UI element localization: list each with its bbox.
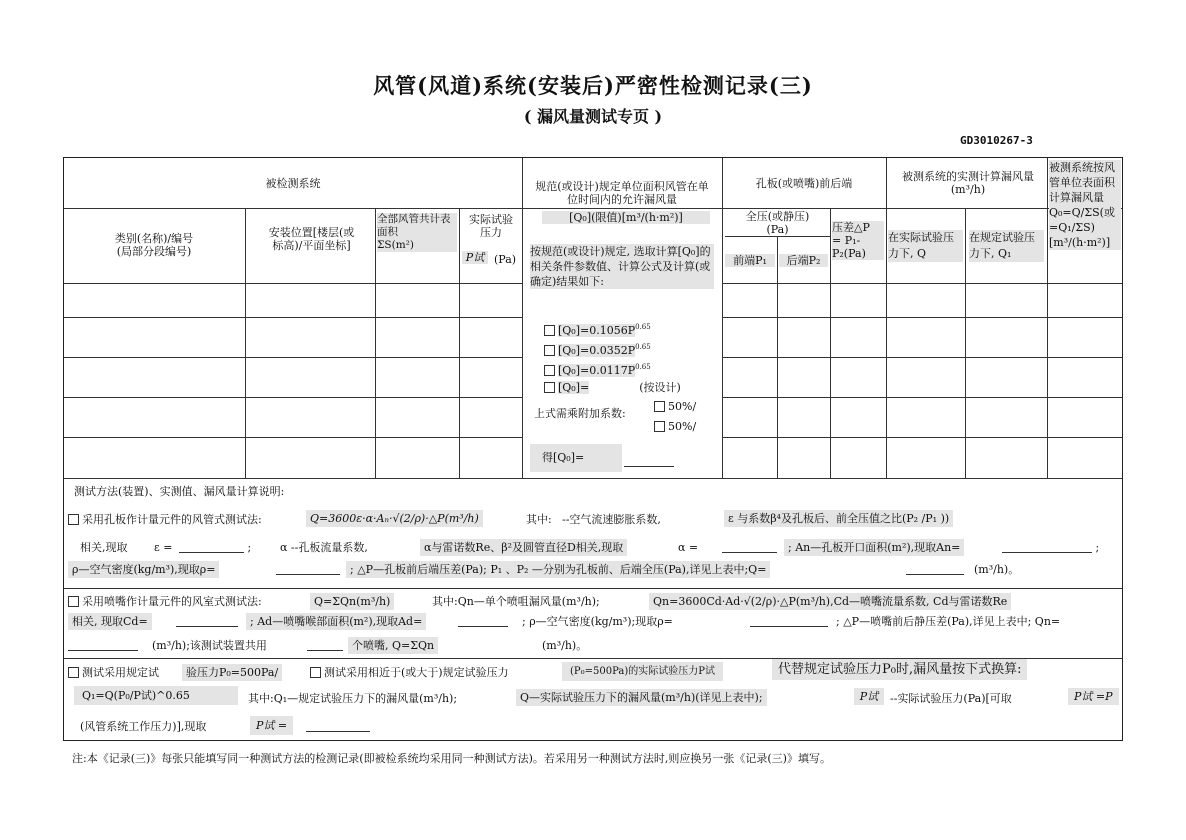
col-rule: 在规定试验压力下, Q₁ xyxy=(969,230,1044,262)
checkbox-conv-near[interactable] xyxy=(310,667,321,678)
conv-m: P试 = xyxy=(250,716,293,735)
eps-field[interactable] xyxy=(179,541,244,553)
an-field[interactable] xyxy=(1002,541,1092,553)
conv-j: --实际试验压力(Pa)[可取 xyxy=(890,692,1012,705)
nozzle-l3b: 个喷嘴, Q=ΣQn xyxy=(348,637,438,654)
method-title: 测试方法(装置)、实测值、漏风量计算说明: xyxy=(74,485,285,498)
conv-k: P试 =P xyxy=(1068,688,1119,705)
form-code: GD3010267-3 xyxy=(960,134,1033,147)
footer-note: 注:本《记录(三)》每张只能填写同一种测试方法的检测记录(即被检系统均采用同一种测试方法)。若采用另一种测试方法时,则应换另一张《记录(三)》填写。 xyxy=(72,752,831,765)
spec-option-2-label: [Q₀]=0.0352P xyxy=(558,343,636,357)
col-location: 安装位置[楼层(或标高)/平面坐标] xyxy=(268,226,355,252)
checkbox-option-2[interactable] xyxy=(544,345,555,356)
p-test-field[interactable] xyxy=(306,720,370,732)
col-unit: 被测系统按风管单位表面积计算漏风量Q₀=Q/ΣS(或=Q₁/ΣS)[m³/(h·m²)] xyxy=(1049,160,1121,250)
spec-option-3[interactable] xyxy=(544,361,651,377)
spec-option-4[interactable] xyxy=(544,381,681,394)
col-actual: 在实际试验压力下, Q xyxy=(888,230,963,262)
nozzle-count-field[interactable] xyxy=(307,639,343,651)
nozzle-l2a: 相关, 现取Cd= xyxy=(68,613,152,630)
checkbox-option-3[interactable] xyxy=(544,365,555,376)
spec-exp-1: 0.65 xyxy=(635,323,651,331)
checkbox-orifice[interactable] xyxy=(68,514,79,525)
col-measured: 被测系统的实测计算漏风量(m³/h) xyxy=(902,170,1034,196)
spec-exp-3: 0.65 xyxy=(635,363,651,371)
col-pressure-c: (Pa) xyxy=(494,253,517,266)
page-title: 风管(风道)系统(安装后)严密性检测记录(三) xyxy=(373,73,813,98)
checkbox-option-1[interactable] xyxy=(544,325,555,336)
orifice-eps-detail: ε 与系数β⁴及孔板后、前全压值之比(P₂ /P₁ )) xyxy=(724,510,953,527)
col-category: 类别(名称)/编号 (局部分段编号) xyxy=(114,232,194,258)
spec-option-4-note: (按设计) xyxy=(639,381,681,394)
orifice-l2e: α = xyxy=(678,541,699,554)
spec-exp-2: 0.65 xyxy=(635,343,651,351)
nozzle-l2c: ; ρ—空气密度(kg/m³);现取ρ= xyxy=(522,615,673,628)
nozzle-title: 采用喷嘴作计量元件的风室式测试法: xyxy=(82,595,262,608)
conv-c: 测试采用相近于(或大于)规定试验压力 xyxy=(324,666,509,679)
col-total-pressure: 全压(或静压) (Pa) xyxy=(745,210,810,236)
nozzle-l2b: ; Ad—喷嘴喉部面积(m²),现取Ad= xyxy=(246,613,426,630)
conv-i: P试 xyxy=(854,688,884,705)
spec-description: 按规范(或设计)规定, 选取计算[Q₀]的相关条件参数值、计算公式及计算(或确定)结果如下: xyxy=(530,244,714,289)
conv-e: 代替规定试验压力P₀时,漏风量按下式换算: xyxy=(772,659,1027,680)
nozzle-formula: Q=ΣQn(m³/h) xyxy=(310,593,394,610)
alpha-field[interactable] xyxy=(722,541,777,553)
orifice-l2f: ; An—孔板开口面积(m²),现取An= xyxy=(784,539,964,556)
orifice-l3c: (m³/h)。 xyxy=(974,563,1020,576)
nozzle-method[interactable] xyxy=(68,595,262,608)
col-front: 前端P₁ xyxy=(725,254,775,267)
nozzle-rho-field[interactable] xyxy=(750,615,828,627)
orifice-l3a: ρ—空气密度(kg/m³),现取ρ= xyxy=(68,561,219,578)
conv-b: 验压力P₀=500Pa/ xyxy=(182,664,282,681)
spec-add-2[interactable] xyxy=(654,420,696,433)
conv-near[interactable] xyxy=(310,666,509,679)
spec-add-1-label: 50%/ xyxy=(668,400,697,413)
conv-a: 测试采用规定试 xyxy=(82,666,159,679)
conv-l: (风管系统工作压力)],现取 xyxy=(80,720,207,733)
page-subtitle: ( 漏风量测试专页 ) xyxy=(523,107,663,126)
orifice-l2a: 相关,现取 xyxy=(80,541,128,554)
orifice-l2b: ε = xyxy=(154,541,173,554)
checkbox-nozzle[interactable] xyxy=(68,596,79,607)
nozzle-l2d: ; △P—喷嘴前后静压差(Pa),详见上表中; Qn= xyxy=(836,615,1061,628)
orifice-l3b: ; △P—孔板前后端压差(Pa); P₁ 、P₂ —分别为孔板前、后端全压(Pa),详见上表中;Q= xyxy=(346,561,770,578)
orifice-formula: Q=3600ε·α·Aₙ·√(2/ρ)·△P(m³/h) xyxy=(306,510,483,527)
col-pressure-a: 实际试验压力 xyxy=(469,213,513,239)
qn-field[interactable] xyxy=(68,639,138,651)
nozzle-where: 其中:Qn—单个喷咀漏风量(m³/h); xyxy=(432,595,600,608)
spec-result-field[interactable] xyxy=(624,455,674,467)
checkbox-add-2[interactable] xyxy=(654,421,665,432)
checkbox-option-4[interactable] xyxy=(544,382,555,393)
conv-rule[interactable] xyxy=(68,666,159,679)
nozzle-formula-2: Qn=3600Cd·Ad·√(2/ρ)·△P(m³/h),Cd—喷嘴流量系数, Cd与雷诺数Re xyxy=(649,593,1011,610)
conv-d: (P₀=500Pa)的实际试验压力P试 xyxy=(562,662,723,681)
q-orifice-field[interactable] xyxy=(906,563,964,575)
nozzle-l3c: (m³/h)。 xyxy=(542,639,588,652)
cd-field[interactable] xyxy=(176,615,238,627)
conv-formula: Q₁=Q(P₀/P试)^0.65 xyxy=(74,686,238,705)
col-rear: 后端P₂ xyxy=(779,254,828,267)
spec-option-3-label: [Q₀]=0.0117P xyxy=(558,363,636,377)
rho-field[interactable] xyxy=(276,563,340,575)
orifice-title: 采用孔板作计量元件的风管式测试法: xyxy=(82,513,262,526)
conv-g: 其中:Q₁—规定试验压力下的漏风量(m³/h); xyxy=(248,692,458,705)
record-table: 被检测系统 类别(名称)/编号 (局部分段编号) 安装位置[楼层(或标高)/平面坐标] 全部风管共计表面积 ΣS(m²) 实际试验压力 P试 (Pa) 规范(或设计)规定单位面积风管在单位时间内的允许漏风量 [Q₀](限值)[m³/(h·m²)] 按规范(或设计)规定, 选取计算[Q₀]的相关条件参数值、计算公式及计算(或确定)结果如下: $[Q_0]=0.1056P^{0.65}$ $[Q_0]=0.0352P^{0.65}$ $[Q_0]=0.0117P^{0.65}$ [Q₀]= (按设计) 上式需乘附加系数: 50%/ 50%/ 得[Q₀]= 孔板(或喷嘴)前后端 全压(或静压) (Pa) 前端P₁ 后端P₂ 压差△P = P₁-P₂(Pa) 被测系统的实测计算漏风量(m³/h) 在实际试验压力下, Q 在规定试验压力下, Q₁ 被测系统按风管单位表面积计算漏风量Q₀=Q/ΣS(或=Q₁/ΣS)[m³/(h·m²)] 测试方法(装置)、实测值、漏风量计算说明: 采用孔板作计量元件的风管式测试法: Q=3600ε·α·Aₙ·√(2/ρ)·△P(m³/h) 其中: --空气流速膨胀系数, ε 与系数β⁴及孔板后、前全压值之比(P₂ /P₁ )) 相关,现取 ε = ; α --孔板流量系数, α与雷诺数Re、β²及圆管直径D相关,现取 α = ; An—孔板开口面积(m²),现取An= ; ρ—空气密度(kg/m³),现取ρ= ; △P—孔板前后端压差(Pa); P₁ 、P₂ —分别为孔板前、后端全压(Pa),详见上表中;Q= (m³/h)。 采用喷嘴作计量元件的风室式测试法: Q=ΣQn(m³/h) 其中:Qn—单个喷咀漏风量(m³/h); Qn=3600Cd·Ad·√(2/ρ)·△P(m³/h),Cd—喷嘴流量系数, Cd与雷诺数Re 相关, 现取Cd= ; Ad—喷嘴喉部面积(m²),现取Ad= ; ρ—空气密度(kg/m³);现取ρ= ; △P—喷嘴前后静压差(Pa),详见上表中; Qn= (m³/h);该测试装置共用 个喷嘴, Q=ΣQn (m³/h)。 测试采用规定试 验压力P₀=500Pa/ 测试采用相近于(或大于)规定试验压力 (P₀=500Pa)的实际试验压力P试 代替规定试验压力P₀时,漏风量按下式换算: Q₁=Q(P₀/P试)^0.65 其中:Q₁—规定试验压力下的漏风量(m³/h); Q—实际试验压力下的漏风量(m³/h)(详见上表中); P试 --实际试验压力(Pa)[可取 P试 =P (风管系统工作压力)],现取 P试 = xyxy=(63,157,1123,741)
col-spec: 规范(或设计)规定单位面积风管在单位时间内的允许漏风量 xyxy=(535,180,709,206)
col-diff: 压差△P = P₁-P₂(Pa) xyxy=(832,221,884,260)
nozzle-l3a: (m³/h);该测试装置共用 xyxy=(152,639,267,652)
orifice-l2c: α --孔板流量系数, xyxy=(280,541,368,554)
spec-add-2-label: 50%/ xyxy=(668,420,697,433)
col-area: 全部风管共计表面积 ΣS(m²) xyxy=(377,213,457,252)
spec-result: 得[Q₀]= xyxy=(530,444,622,472)
checkbox-add-1[interactable] xyxy=(654,401,665,412)
orifice-l2d: α与雷诺数Re、β²及圆管直径D相关,现取 xyxy=(420,539,627,556)
conv-h: Q—实际试验压力下的漏风量(m³/h)(详见上表中); xyxy=(516,689,767,706)
spec-option-1-label: [Q₀]=0.1056P xyxy=(558,323,636,337)
orifice-method[interactable] xyxy=(68,513,262,526)
col-pressure-b: P试 xyxy=(462,251,488,264)
checkbox-conv-rule[interactable] xyxy=(68,667,79,678)
spec-add-1[interactable] xyxy=(654,400,696,413)
orifice-where: 其中: xyxy=(526,513,552,526)
spec-add-label: 上式需乘附加系数: xyxy=(534,407,626,420)
orifice-eps: --空气流速膨胀系数, xyxy=(562,513,661,526)
ad-field[interactable] xyxy=(458,615,508,627)
col-system: 被检测系统 xyxy=(265,177,321,190)
col-orifice: 孔板(或喷嘴)前后端 xyxy=(755,177,853,190)
spec-option-2[interactable] xyxy=(544,341,651,357)
spec-option-1[interactable] xyxy=(544,321,651,337)
col-spec-unit: [Q₀](限值)[m³/(h·m²)] xyxy=(542,211,710,224)
spec-option-4-label: [Q₀]= xyxy=(558,381,590,394)
